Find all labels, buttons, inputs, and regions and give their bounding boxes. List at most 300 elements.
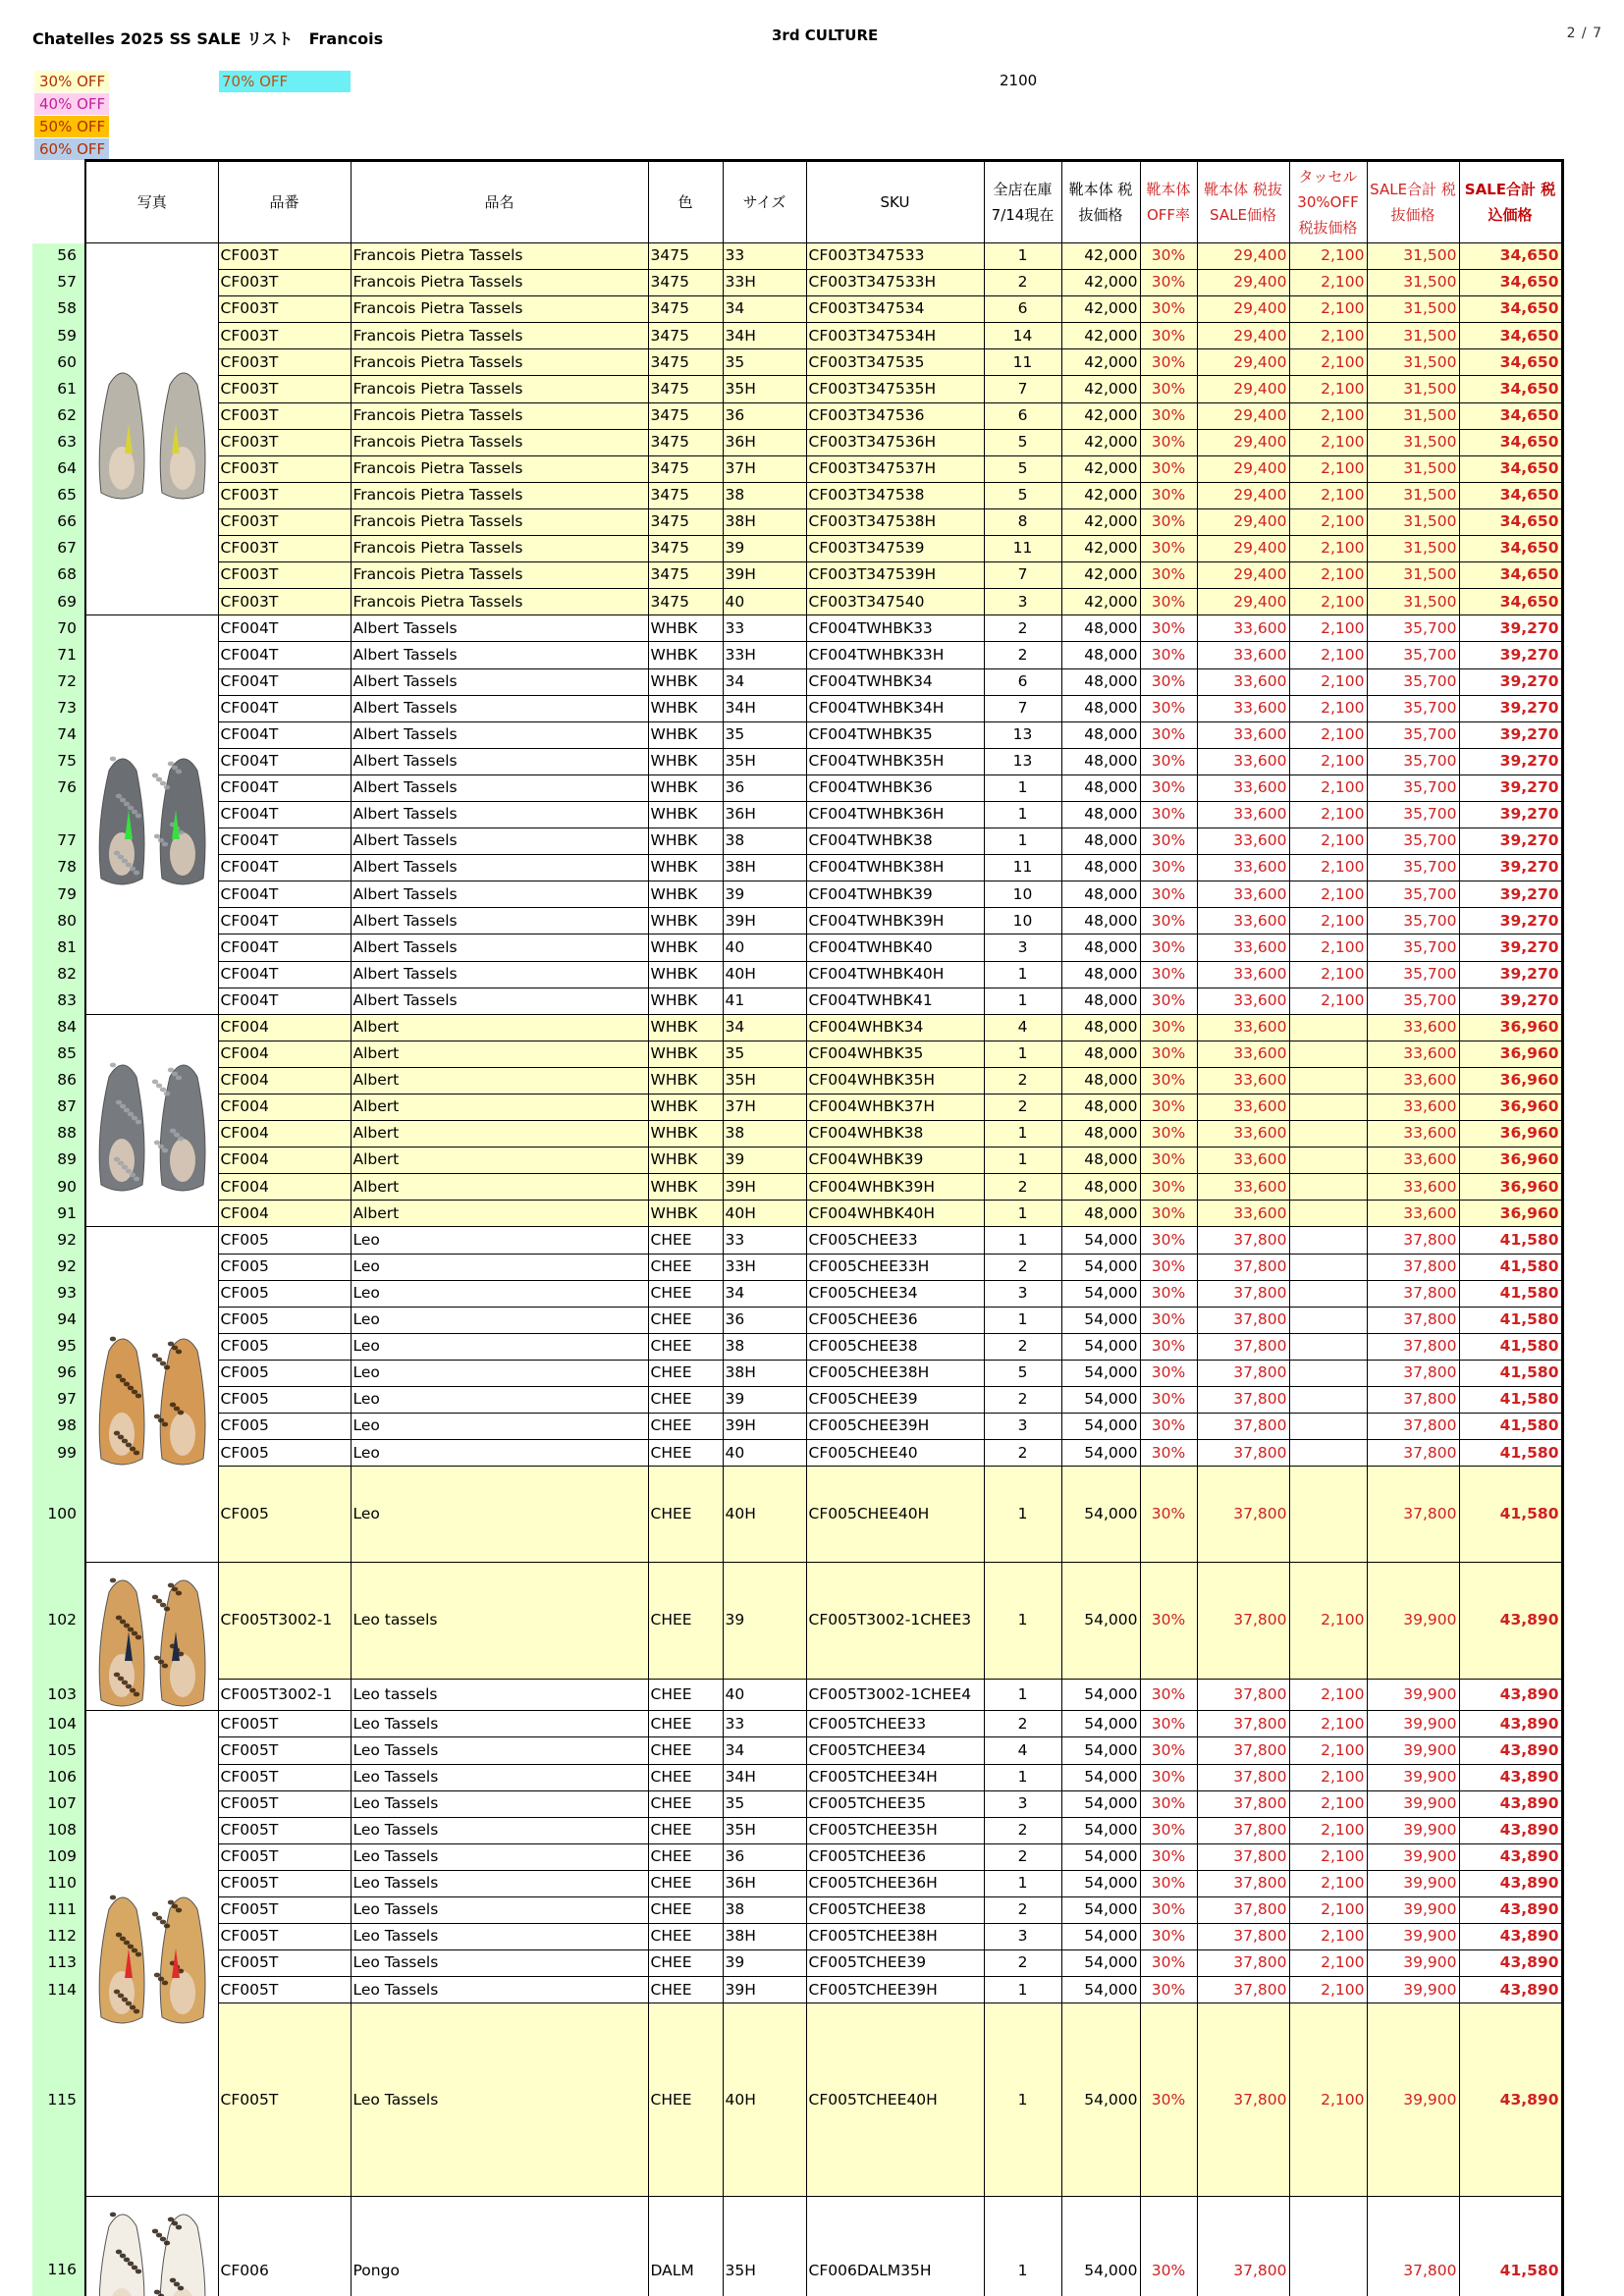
stock: 1 bbox=[984, 1121, 1061, 1148]
base-price: 42,000 bbox=[1061, 323, 1140, 349]
off-rate: 30% bbox=[1140, 376, 1197, 402]
size: 38 bbox=[723, 828, 806, 855]
product-name: Leo bbox=[351, 1227, 648, 1254]
off-rate: 30% bbox=[1140, 1679, 1197, 1711]
product-code: CF005 bbox=[218, 1307, 351, 1333]
product-name: Leo Tassels bbox=[351, 1870, 648, 1896]
base-price: 54,000 bbox=[1061, 1790, 1140, 1817]
table-row bbox=[32, 1333, 1562, 1360]
base-price: 48,000 bbox=[1061, 801, 1140, 828]
sale-total: 35,700 bbox=[1367, 721, 1459, 748]
size: 36 bbox=[723, 402, 806, 429]
sale-total: 33,600 bbox=[1367, 1014, 1459, 1041]
size: 36H bbox=[723, 801, 806, 828]
grey-tassel-loafer-icon bbox=[86, 243, 218, 614]
sale-total: 37,800 bbox=[1367, 1467, 1459, 1563]
product-code: CF005T bbox=[218, 1737, 351, 1764]
table-row bbox=[32, 855, 1562, 881]
color: CHEE bbox=[648, 1280, 723, 1307]
product-code: CF005T3002-1 bbox=[218, 1679, 351, 1711]
sku: CF004WHBK40H bbox=[806, 1201, 984, 1227]
off-rate: 30% bbox=[1140, 455, 1197, 482]
base-price: 54,000 bbox=[1061, 1563, 1140, 1679]
sale-total-tax: 36,960 bbox=[1459, 1174, 1562, 1201]
table-row bbox=[32, 1201, 1562, 1227]
color: WHBK bbox=[648, 855, 723, 881]
color: 3475 bbox=[648, 455, 723, 482]
sale-total-tax: 34,650 bbox=[1459, 323, 1562, 349]
tassel-price: 2,100 bbox=[1289, 774, 1367, 801]
table-row bbox=[32, 1095, 1562, 1121]
product-name: Leo bbox=[351, 1440, 648, 1467]
sale-price: 29,400 bbox=[1197, 349, 1289, 376]
color: CHEE bbox=[648, 1977, 723, 2003]
off-rate: 30% bbox=[1140, 988, 1197, 1014]
sale-total: 37,800 bbox=[1367, 1387, 1459, 1414]
sale-price: 37,800 bbox=[1197, 1440, 1289, 1467]
size: 34 bbox=[723, 1737, 806, 1764]
size: 33H bbox=[723, 270, 806, 296]
row-number: 70 bbox=[32, 615, 85, 642]
sale-total: 37,800 bbox=[1367, 1414, 1459, 1440]
row-number: 114 bbox=[32, 1977, 85, 2003]
header-sale-total-tax: SALE合計 税込価格 bbox=[1459, 161, 1562, 243]
product-code: CF003T bbox=[218, 536, 351, 562]
size: 39H bbox=[723, 908, 806, 934]
row-number: 95 bbox=[32, 1333, 85, 1360]
stock: 2 bbox=[984, 1174, 1061, 1201]
base-price: 42,000 bbox=[1061, 508, 1140, 535]
tassel-price: 2,100 bbox=[1289, 270, 1367, 296]
product-code: CF005T bbox=[218, 1977, 351, 2003]
size: 36H bbox=[723, 429, 806, 455]
table-row bbox=[32, 376, 1562, 402]
sale-price: 37,800 bbox=[1197, 1764, 1289, 1790]
sku: CF004WHBK35 bbox=[806, 1041, 984, 1067]
stock: 2 bbox=[984, 1095, 1061, 1121]
size: 39 bbox=[723, 536, 806, 562]
off-rate: 30% bbox=[1140, 1764, 1197, 1790]
row-number: 109 bbox=[32, 1843, 85, 1870]
stock: 1 bbox=[984, 1977, 1061, 2003]
sale-total: 35,700 bbox=[1367, 748, 1459, 774]
sale-total-tax: 43,890 bbox=[1459, 1977, 1562, 2003]
row-number: 80 bbox=[32, 908, 85, 934]
sale-total-tax: 39,270 bbox=[1459, 961, 1562, 988]
table-row bbox=[32, 642, 1562, 668]
off-rate: 30% bbox=[1140, 589, 1197, 615]
size: 33H bbox=[723, 642, 806, 668]
off-rate: 30% bbox=[1140, 1201, 1197, 1227]
base-price: 48,000 bbox=[1061, 1095, 1140, 1121]
table-row bbox=[32, 296, 1562, 323]
color: 3475 bbox=[648, 243, 723, 270]
header-color: 色 bbox=[648, 161, 723, 243]
sku: CF004WHBK39H bbox=[806, 1174, 984, 1201]
product-name: Leo Tassels bbox=[351, 1896, 648, 1923]
table-row bbox=[32, 1307, 1562, 1333]
stock: 2 bbox=[984, 615, 1061, 642]
tassel-price: 2,100 bbox=[1289, 961, 1367, 988]
row-number: 56 bbox=[32, 243, 85, 270]
tassel-price: 2,100 bbox=[1289, 1817, 1367, 1843]
row-number: 62 bbox=[32, 402, 85, 429]
base-price: 54,000 bbox=[1061, 1764, 1140, 1790]
table-row bbox=[32, 1440, 1562, 1467]
base-price: 48,000 bbox=[1061, 1121, 1140, 1148]
base-price: 54,000 bbox=[1061, 1254, 1140, 1280]
product-code: CF005 bbox=[218, 1440, 351, 1467]
base-price: 54,000 bbox=[1061, 1924, 1140, 1950]
sale-total: 39,900 bbox=[1367, 1711, 1459, 1737]
tassel-price: 2,100 bbox=[1289, 1764, 1367, 1790]
sale-total-tax: 36,960 bbox=[1459, 1095, 1562, 1121]
table-row bbox=[32, 1254, 1562, 1280]
stock: 3 bbox=[984, 1280, 1061, 1307]
stock: 2 bbox=[984, 270, 1061, 296]
sku: CF003T347539H bbox=[806, 562, 984, 589]
table-row bbox=[32, 1870, 1562, 1896]
product-code: CF003T bbox=[218, 270, 351, 296]
sale-total-tax: 34,650 bbox=[1459, 562, 1562, 589]
sku: CF004TWHBK36H bbox=[806, 801, 984, 828]
sku: CF004TWHBK34H bbox=[806, 695, 984, 721]
product-name: Albert bbox=[351, 1014, 648, 1041]
row-number: 75 bbox=[32, 748, 85, 774]
stock: 1 bbox=[984, 1307, 1061, 1333]
sale-price: 37,800 bbox=[1197, 1843, 1289, 1870]
header-sale-total: SALE合計 税抜価格 bbox=[1367, 161, 1459, 243]
sku: CF005T3002-1CHEE3 bbox=[806, 1563, 984, 1679]
color: WHBK bbox=[648, 642, 723, 668]
product-name: Leo bbox=[351, 1467, 648, 1563]
stock: 10 bbox=[984, 881, 1061, 908]
size: 41 bbox=[723, 988, 806, 1014]
off-rate: 30% bbox=[1140, 1440, 1197, 1467]
sku: CF005CHEE38H bbox=[806, 1360, 984, 1386]
base-price: 54,000 bbox=[1061, 1467, 1140, 1563]
table-row bbox=[32, 615, 1562, 642]
row-number: 90 bbox=[32, 1174, 85, 1201]
base-price: 54,000 bbox=[1061, 1737, 1140, 1764]
base-price: 54,000 bbox=[1061, 1896, 1140, 1923]
table-row bbox=[32, 562, 1562, 589]
sale-total: 39,900 bbox=[1367, 1737, 1459, 1764]
product-name: Albert bbox=[351, 1121, 648, 1148]
sku: CF003T347534 bbox=[806, 296, 984, 323]
tassel-price: 2,100 bbox=[1289, 482, 1367, 508]
product-name: Leo Tassels bbox=[351, 1950, 648, 1977]
color: WHBK bbox=[648, 828, 723, 855]
table-row bbox=[32, 1148, 1562, 1174]
sale-total: 31,500 bbox=[1367, 270, 1459, 296]
sku: CF004TWHBK39 bbox=[806, 881, 984, 908]
product-code: CF005 bbox=[218, 1333, 351, 1360]
color: 3475 bbox=[648, 429, 723, 455]
sale-price: 33,600 bbox=[1197, 1067, 1289, 1094]
product-name: Leo bbox=[351, 1333, 648, 1360]
photo-cell bbox=[85, 1711, 218, 2197]
sale-price: 33,600 bbox=[1197, 1201, 1289, 1227]
sale-total-tax: 34,650 bbox=[1459, 589, 1562, 615]
sale-total: 35,700 bbox=[1367, 908, 1459, 934]
size: 34 bbox=[723, 296, 806, 323]
sale-price: 33,600 bbox=[1197, 721, 1289, 748]
product-code: CF004T bbox=[218, 774, 351, 801]
stock: 2 bbox=[984, 1387, 1061, 1414]
sale-total-tax: 39,270 bbox=[1459, 774, 1562, 801]
off-rate: 30% bbox=[1140, 296, 1197, 323]
off-rate: 30% bbox=[1140, 1254, 1197, 1280]
header-size: サイズ bbox=[723, 161, 806, 243]
off-rate: 30% bbox=[1140, 536, 1197, 562]
color: WHBK bbox=[648, 1174, 723, 1201]
sku: CF005TCHEE35 bbox=[806, 1790, 984, 1817]
row-number: 92 bbox=[32, 1227, 85, 1254]
row-number: 111 bbox=[32, 1896, 85, 1923]
sale-price: 37,800 bbox=[1197, 1254, 1289, 1280]
sku: CF004TWHBK38H bbox=[806, 855, 984, 881]
off-rate: 30% bbox=[1140, 1977, 1197, 2003]
row-number: 84 bbox=[32, 1014, 85, 1041]
off-rate: 30% bbox=[1140, 855, 1197, 881]
color: DALM bbox=[648, 2197, 723, 2296]
color: WHBK bbox=[648, 748, 723, 774]
sale-total: 35,700 bbox=[1367, 615, 1459, 642]
product-code: CF004 bbox=[218, 1095, 351, 1121]
size: 35H bbox=[723, 376, 806, 402]
product-name: Albert Tassels bbox=[351, 988, 648, 1014]
row-number: 57 bbox=[32, 270, 85, 296]
tassel-price bbox=[1289, 1201, 1367, 1227]
sale-price: 37,800 bbox=[1197, 1563, 1289, 1679]
color: CHEE bbox=[648, 1843, 723, 1870]
header-off-rate: 靴本体 OFF率 bbox=[1140, 161, 1197, 243]
table-row bbox=[32, 908, 1562, 934]
sku: CF004WHBK37H bbox=[806, 1095, 984, 1121]
off-rate: 30% bbox=[1140, 1711, 1197, 1737]
stock: 11 bbox=[984, 536, 1061, 562]
off-rate: 30% bbox=[1140, 1014, 1197, 1041]
sku: CF005TCHEE34 bbox=[806, 1737, 984, 1764]
size: 34H bbox=[723, 1764, 806, 1790]
product-code: CF004T bbox=[218, 988, 351, 1014]
product-name: Francois Pietra Tassels bbox=[351, 349, 648, 376]
tassel-price: 2,100 bbox=[1289, 855, 1367, 881]
center-heading: 3rd CULTURE bbox=[772, 27, 879, 44]
base-price: 48,000 bbox=[1061, 855, 1140, 881]
sale-price: 37,800 bbox=[1197, 1280, 1289, 1307]
product-code: CF004T bbox=[218, 748, 351, 774]
stock: 11 bbox=[984, 349, 1061, 376]
product-code: CF005T bbox=[218, 2003, 351, 2197]
size: 33 bbox=[723, 1227, 806, 1254]
sku: CF005TCHEE38 bbox=[806, 1896, 984, 1923]
product-code: CF004T bbox=[218, 695, 351, 721]
sale-total: 35,700 bbox=[1367, 855, 1459, 881]
sale-total-tax: 43,890 bbox=[1459, 1817, 1562, 1843]
row-number: 60 bbox=[32, 349, 85, 376]
product-code: CF005T bbox=[218, 1924, 351, 1950]
base-price: 42,000 bbox=[1061, 536, 1140, 562]
base-price: 48,000 bbox=[1061, 908, 1140, 934]
sale-price: 37,800 bbox=[1197, 1737, 1289, 1764]
stock: 6 bbox=[984, 402, 1061, 429]
product-name: Leo Tassels bbox=[351, 1977, 648, 2003]
sale-total: 35,700 bbox=[1367, 988, 1459, 1014]
stock: 6 bbox=[984, 296, 1061, 323]
tassel-price: 2,100 bbox=[1289, 988, 1367, 1014]
sale-total-tax: 43,890 bbox=[1459, 2003, 1562, 2197]
tassel-price: 2,100 bbox=[1289, 296, 1367, 323]
stock: 14 bbox=[984, 323, 1061, 349]
sale-price: 37,800 bbox=[1197, 2197, 1289, 2296]
table-row bbox=[32, 1790, 1562, 1817]
dalmatian-loafer-icon bbox=[86, 2197, 218, 2296]
base-price: 48,000 bbox=[1061, 774, 1140, 801]
sale-total: 35,700 bbox=[1367, 668, 1459, 695]
product-code: CF004 bbox=[218, 1174, 351, 1201]
off-rate: 30% bbox=[1140, 721, 1197, 748]
color: CHEE bbox=[648, 1737, 723, 1764]
tassel-price bbox=[1289, 1307, 1367, 1333]
sale-total-tax: 34,650 bbox=[1459, 536, 1562, 562]
base-price: 54,000 bbox=[1061, 1977, 1140, 2003]
off-rate: 30% bbox=[1140, 2003, 1197, 2197]
sale-total-tax: 43,890 bbox=[1459, 1870, 1562, 1896]
product-name: Albert Tassels bbox=[351, 801, 648, 828]
sale-price: 37,800 bbox=[1197, 1790, 1289, 1817]
row-number: 67 bbox=[32, 536, 85, 562]
product-name: Albert bbox=[351, 1067, 648, 1094]
table-row bbox=[32, 1280, 1562, 1307]
row-number: 99 bbox=[32, 1440, 85, 1467]
size: 34H bbox=[723, 695, 806, 721]
row-number: 73 bbox=[32, 695, 85, 721]
sale-total: 33,600 bbox=[1367, 1174, 1459, 1201]
sale-price: 33,600 bbox=[1197, 1041, 1289, 1067]
sku: CF004WHBK35H bbox=[806, 1067, 984, 1094]
sale-total: 37,800 bbox=[1367, 1333, 1459, 1360]
sale-total-tax: 41,580 bbox=[1459, 1333, 1562, 1360]
tassel-price bbox=[1289, 1360, 1367, 1386]
sale-total-tax: 43,890 bbox=[1459, 1843, 1562, 1870]
size: 39 bbox=[723, 1148, 806, 1174]
sale-price: 37,800 bbox=[1197, 1333, 1289, 1360]
table-row bbox=[32, 988, 1562, 1014]
sale-total-tax: 39,270 bbox=[1459, 988, 1562, 1014]
product-name: Albert bbox=[351, 1095, 648, 1121]
sale-total: 31,500 bbox=[1367, 482, 1459, 508]
color: 3475 bbox=[648, 349, 723, 376]
tassel-price bbox=[1289, 1174, 1367, 1201]
stock: 3 bbox=[984, 934, 1061, 961]
stock: 3 bbox=[984, 1790, 1061, 1817]
base-price: 48,000 bbox=[1061, 668, 1140, 695]
sku: CF004TWHBK39H bbox=[806, 908, 984, 934]
header-row-number bbox=[32, 161, 85, 243]
sale-price: 29,400 bbox=[1197, 402, 1289, 429]
row-number: 104 bbox=[32, 1711, 85, 1737]
header-sku: SKU bbox=[806, 161, 984, 243]
sale-total-tax: 39,270 bbox=[1459, 828, 1562, 855]
product-name: Francois Pietra Tassels bbox=[351, 270, 648, 296]
size: 34 bbox=[723, 1014, 806, 1041]
photo-cell bbox=[85, 243, 218, 615]
color: 3475 bbox=[648, 402, 723, 429]
size: 40H bbox=[723, 1467, 806, 1563]
off-rate: 30% bbox=[1140, 615, 1197, 642]
sale-price: 29,400 bbox=[1197, 376, 1289, 402]
table-row bbox=[32, 1563, 1562, 1679]
table-row bbox=[32, 508, 1562, 535]
product-name: Francois Pietra Tassels bbox=[351, 323, 648, 349]
leopard-red-tassel-loafer-icon bbox=[86, 1711, 218, 2196]
legend-60-off: 60% OFF bbox=[34, 138, 109, 160]
tassel-price: 2,100 bbox=[1289, 1977, 1367, 2003]
table-row bbox=[32, 668, 1562, 695]
base-price: 48,000 bbox=[1061, 721, 1140, 748]
size: 37H bbox=[723, 455, 806, 482]
tassel-price: 2,100 bbox=[1289, 934, 1367, 961]
size: 36H bbox=[723, 1870, 806, 1896]
tassel-price bbox=[1289, 1014, 1367, 1041]
sale-price: 29,400 bbox=[1197, 589, 1289, 615]
sale-price: 33,600 bbox=[1197, 1014, 1289, 1041]
row-number: 63 bbox=[32, 429, 85, 455]
sku: CF005T3002-1CHEE4 bbox=[806, 1679, 984, 1711]
size: 35H bbox=[723, 1067, 806, 1094]
off-rate: 30% bbox=[1140, 881, 1197, 908]
sale-total: 33,600 bbox=[1367, 1095, 1459, 1121]
stock: 11 bbox=[984, 855, 1061, 881]
sale-total-tax: 43,890 bbox=[1459, 1711, 1562, 1737]
sale-total-tax: 39,270 bbox=[1459, 748, 1562, 774]
row-number: 66 bbox=[32, 508, 85, 535]
product-code: CF003T bbox=[218, 376, 351, 402]
tassel-price: 2,100 bbox=[1289, 1790, 1367, 1817]
size: 33 bbox=[723, 615, 806, 642]
product-name: Francois Pietra Tassels bbox=[351, 376, 648, 402]
sale-total-tax: 41,580 bbox=[1459, 1440, 1562, 1467]
off-rate: 30% bbox=[1140, 1896, 1197, 1923]
product-code: CF005 bbox=[218, 1360, 351, 1386]
sale-total-tax: 34,650 bbox=[1459, 482, 1562, 508]
sku: CF003T347538H bbox=[806, 508, 984, 535]
product-code: CF004T bbox=[218, 642, 351, 668]
product-code: CF003T bbox=[218, 562, 351, 589]
table-row bbox=[32, 429, 1562, 455]
off-rate: 30% bbox=[1140, 1227, 1197, 1254]
color: 3475 bbox=[648, 562, 723, 589]
sale-total-tax: 43,890 bbox=[1459, 1764, 1562, 1790]
size: 38H bbox=[723, 1360, 806, 1386]
table-row bbox=[32, 323, 1562, 349]
size: 38 bbox=[723, 1121, 806, 1148]
sku: CF004TWHBK33 bbox=[806, 615, 984, 642]
stock: 4 bbox=[984, 1737, 1061, 1764]
product-name: Francois Pietra Tassels bbox=[351, 562, 648, 589]
sale-price: 33,600 bbox=[1197, 1121, 1289, 1148]
sku: CF005TCHEE39 bbox=[806, 1950, 984, 1977]
legend-30-off: 30% OFF bbox=[34, 71, 109, 92]
size: 40 bbox=[723, 1679, 806, 1711]
photo-cell bbox=[85, 1227, 218, 1563]
tassel-price: 2,100 bbox=[1289, 376, 1367, 402]
base-price: 42,000 bbox=[1061, 349, 1140, 376]
size: 38H bbox=[723, 508, 806, 535]
stock: 1 bbox=[984, 1563, 1061, 1679]
